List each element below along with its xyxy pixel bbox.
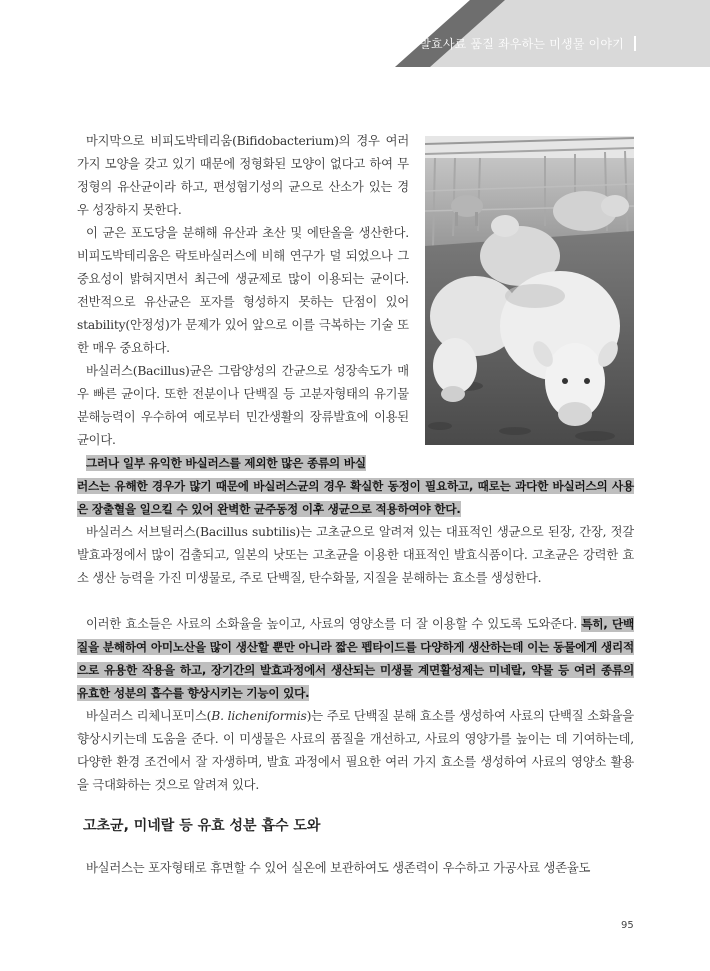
paragraph-enzymes — [77, 613, 634, 705]
species-name: B. licheniformis — [211, 709, 307, 723]
header-title: 발효사료 품질 좌우하는 미생물 이야기 — [419, 37, 624, 51]
paragraph-text: 바실러스(Bacillus)균은 그람양성의 간균으로 성장속도가 매우 빠른 균이다. 또한 전분이나 단백질 등 고분자형태의 유기물 분해능력이 우수하여 예로부터 민간생활의 장류발효에 이용된 균이다. — [77, 364, 409, 447]
paragraph-text: )는 주로 단백질 분해 효소를 생성하여 사료의 단백질 소화율을 향상시키는데 도움을 준다. 이 미생물은 사료의 품질을 개선하고, 사료의 영양가를 높이는 데 기여하는데, 다양한 환경 조건에서 잘 자생하며, 발효 과정에서 필요한 여러 가지 효소를 생성하여 사료의 영양소 활용을 극대화하는 것으로 알려져 있다. — [77, 709, 634, 792]
running-header — [0, 0, 710, 67]
paragraph-bifidobacterium-2 — [77, 222, 409, 360]
page-number: 95 — [621, 920, 634, 931]
cattle-photo — [425, 136, 634, 445]
highlight-block — [77, 475, 634, 521]
section-heading: 고초균, 미네랄 등 유효 성분 흡수 도와 — [83, 818, 321, 834]
header-divider — [634, 36, 636, 51]
highlight-line-1 — [77, 452, 409, 475]
paragraph-text: 바실러스는 포자형태로 휴면할 수 있어 실온에 보관하여도 생존력이 우수하고 가공사료 생존율도 — [86, 861, 591, 875]
header-decoration — [0, 0, 710, 67]
paragraph-licheniformis — [77, 705, 634, 797]
paragraph-text: 바실러스 서브틸러스(Bacillus subtilis)는 고초균으로 알려져 있는 대표적인 생균으로 된장, 간장, 젓갈 발효과정에서 많이 검출되고, 일본의 낫또는 고초균을 이용한 대표적인 발효식품이다. 고초균은 강력한 효소 생산 능력을 가진 미생물로, 주로 단백질, 탄수화물, 지질을 분해하는 효소를 생성한다. — [77, 525, 634, 585]
paragraph-text: 마지막으로 비피도박테리움(Bifidobacterium)의 경우 여러 가지 모양을 갖고 있기 때문에 정형화된 모양이 없다고 하여 무정형의 유산균이라 하고, 편성혐기성의 균으로 산소가 있는 경우 성장하지 못한다. — [77, 134, 409, 217]
paragraph-text: 이 균은 포도당을 분해해 유산과 초산 및 에탄올을 생산한다. 비피도박테리움은 락토바실러스에 비해 연구가 덜 되었으나 그 중요성이 밝혀지면서 최근에 생균제로 많이 이용되는 균이다. 전반적으로 유산균은 포자를 형성하지 못하는 단점이 있어 stability(안정성)가 문제가 있어 앞으로 이를 극복하는 기술 또한 매우 중요하다. — [77, 226, 409, 355]
highlighted-text: 러스는 유해한 경우가 많기 때문에 바실러스균의 경우 확실한 동정이 필요하고, 때로는 과다한 바실러스의 사용은 장출혈을 일으킬 수 있어 완벽한 균주동정 이후 생균으로 적용하여야 한다. — [77, 479, 634, 516]
paragraph-text: 바실러스 리체니포미스( — [86, 709, 212, 723]
paragraph-bacillus-subtilis — [77, 521, 634, 590]
paragraph-text: 이러한 효소들은 사료의 소화율을 높이고, 사료의 영양소를 더 잘 이용할 수 있도록 도와준다. — [86, 617, 582, 631]
paragraph-spores — [77, 857, 634, 880]
paragraph-bifidobacterium-1 — [77, 130, 409, 222]
paragraph-bacillus — [77, 360, 409, 452]
highlighted-text: 그러나 일부 유익한 바실러스를 제외한 많은 종류의 바실 — [86, 456, 366, 470]
highlighted-text: 특히, 단백질을 분해하여 아미노산을 많이 생산할 뿐만 아니라 짧은 펩타이드를 다양하게 생산하는데 이는 동물에게 생리적으로 유용한 작용을 하고, 장기간의 발효과정에서 생산되는 미생물 계면활성제는 미네랄, 약물 등 여러 종류의 유효한 성분의 흡수를 향상시키는 기능이 있다. — [77, 617, 635, 700]
